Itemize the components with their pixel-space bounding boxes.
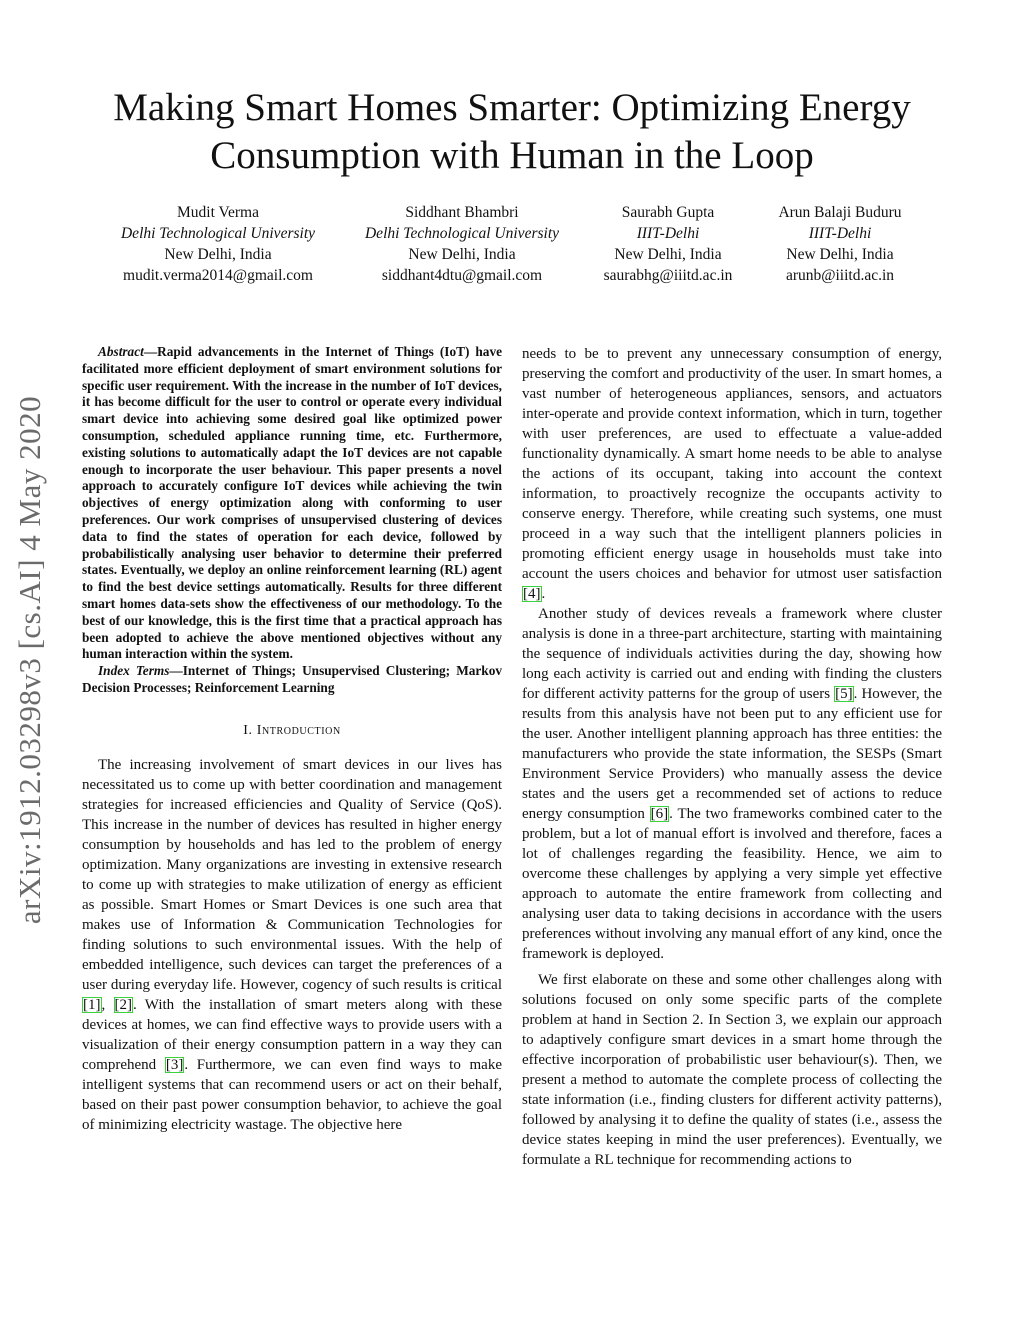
author-name: Siddhant Bhambri [405,204,519,221]
author-block [0,202,1024,292]
abstract [82,344,502,663]
abstract-label: Abstract [98,344,144,359]
paragraph-text: . With the installation of smart meters along with these devices at homes, we can find effective ways to provide users with a visualization of their energy consumption pattern in a way they can comprehend [82,996,502,1073]
author-affiliation: IIIT-Delhi [808,225,872,242]
citation-link[interactable]: [2] [114,996,133,1013]
author-email: saurabhg@iiitd.ac.in [603,267,733,284]
paragraph-text: The increasing involvement of smart devices in our lives has necessitated us to come up with better coordination and management strategies for increased efficiencies and Quality of Service (QoS). This increase in the number of devices has resulted in higher energy consumption by households and has led to the problem of energy optimization. Many organizations are investing in extensive research to come up with strategies to make utilization of energy as efficient as possible. Smart Homes or Smart Devices is one such area that makes use of Information & Communication Technologies for finding solutions to such environmental issues. With the help of embedded intelligence, such devices can target the preferences of a user during everyday life. However, cogency of such results is critical [82,756,502,993]
paragraph-text: . However, the results from this analysis have not been put to any efficient use for the user. Another intelligent planning approach has three entities: the manufacturers who provide the state information, the SESPs (Smart Environment Service Providers) who manually assess the device states and the users get a recommended set of actions to reduce energy consumption [522,686,942,822]
body-paragraph [522,344,942,604]
paragraph-text: needs to be to prevent any unnecessary consumption of energy, preserving the comfort and productivity of the user. In smart homes, a vast number of heterogeneous appliances, sensors, and actuators inter-operate and provide context information, which in turn, together with user preferences, are used to effectuate a value-added functionality dynamically. A smart home needs to be able to analyse the actions of its occupant, taking into account the context information, to proactively recognize the occupants activity to conserve energy. Therefore, while creating such systems, one must proceed in a way such that the intelligent planners policies in promoting efficient energy usage in households must take into account the users choices and behavior for utmost user satisfaction [522,346,942,582]
author-1 [121,202,315,286]
author-name: Arun Balaji Buduru [778,204,902,221]
paper-title: Making Smart Homes Smarter: Optimizing Energy Consumption with Human in the Loop [113,86,911,177]
index-terms [82,663,502,697]
author-email: siddhant4dtu@gmail.com [381,267,543,284]
citation-link[interactable]: [6] [650,806,669,822]
right-column [522,344,942,1170]
intro-paragraph [82,755,502,1135]
author-email: arunb@iiitd.ac.in [785,267,895,284]
author-3 [604,202,733,286]
body-paragraph: We first elaborate on these and some other challenges along with solutions focused on only some specific parts of the complete problem at hand in Section 2. In Section 3, we explain our approach to adaptively configure smart devices in a smart home through the effective incorporation of probabilistic user behaviour(s). Then, we present a method to automate the complete process of collecting the state information (i.e., finding clusters for different activity patterns), followed by analysing it to define the quality of states (i.e., assess the device states keeping in mind the user preferences). Eventually, we formulate a RL technique for recommending actions to [522,972,942,1168]
section-title: Introduction [256,722,341,738]
index-terms-label: Index Terms [98,663,170,679]
author-4 [778,202,901,286]
citation-link[interactable]: [4] [523,586,541,602]
author-affiliation: Delhi Technological University [120,225,316,242]
citation-link[interactable]: [1] [83,996,101,1013]
author-location: New Delhi, India [164,246,272,263]
section-number: I. [243,722,253,738]
author-email: mudit.verma2014@gmail.com [123,267,313,284]
paragraph-text: Another study of devices reveals a framework where cluster analysis is done in a three-part architecture, starting with maintaining the sequence of individuals activities during the day, showing how long each activity is carried out and ending with finding the clusters for different activity patterns for the group of users [522,606,942,702]
paragraph-text: . The two frameworks combined cater to the problem, but a lot of manual effort is involved and therefore, faces a lot of challenges regarding the feasibility. Hence, we aim to overcome these challenges by applying a very simple yet effective approach to automate the entire framework from collecting and analysing user data to taking decisions in accordance with the users preferences without involving any manual effort of any kind, once the framework is deployed. [522,806,943,962]
author-affiliation: IIIT-Delhi [636,225,700,242]
section-heading [82,721,502,741]
paragraph-text: . [541,586,546,602]
citation-link[interactable]: [5] [835,686,853,702]
index-terms-text: —Internet of Things; Unsupervised Clustering; Markov Decision Processes; Reinforcement Learning [82,663,502,695]
body-paragraph [522,604,942,964]
paragraph-text: . Furthermore, we can even find ways to make intelligent systems that can recommend users or act on their behalf, based on their past power consumption behavior, to achieve the goal of minimizing electricity wastage. The objective here [82,1056,502,1133]
author-location: New Delhi, India [786,246,894,263]
left-column [82,344,502,1135]
author-location: New Delhi, India [408,246,516,263]
arxiv-id-text: arXiv:1912.03298v3 [cs.AI] 4 May 2020 [12,395,47,925]
author-name: Mudit Verma [177,204,259,221]
author-location: New Delhi, India [614,246,722,263]
author-name: Saurabh Gupta [621,204,715,221]
abstract-text: —Rapid advancements in the Internet of Things (IoT) have facilitated more efficient deployment of smart environment solutions for specific user requirement. With the increase in the number of IoT devices, it has become difficult for the user to control or operate every individual smart device into achieving some desired goal like optimized power consumption, scheduled appliance running time, etc. Furthermore, existing solutions to automatically adapt the IoT devices are not capable enough to incorporate the user behaviour. This paper presents a novel approach to accurately configure IoT devices while achieving the twin objectives of energy optimization along with conforming to user preferences. Our work comprises of unsupervised clustering of devices data to find the states of operation for each device, followed by probabilistically analysing user behavior to determine their preferred states. Eventually, we deploy an online reinforcement learning (RL) agent to find the best device settings automatically. Results for three different smart homes data-sets show the effectiveness of our methodology. To the best of our knowledge, this is the first time that a practical approach has been adopted to achieve the above mentioned objectives without any human interaction within the system. [82,344,502,662]
author-affiliation: Delhi Technological University [364,225,560,242]
arxiv-identifier [6,360,54,960]
citation-link[interactable]: [3] [165,1056,184,1073]
paragraph-text: , [101,996,114,1013]
author-2 [365,202,559,286]
